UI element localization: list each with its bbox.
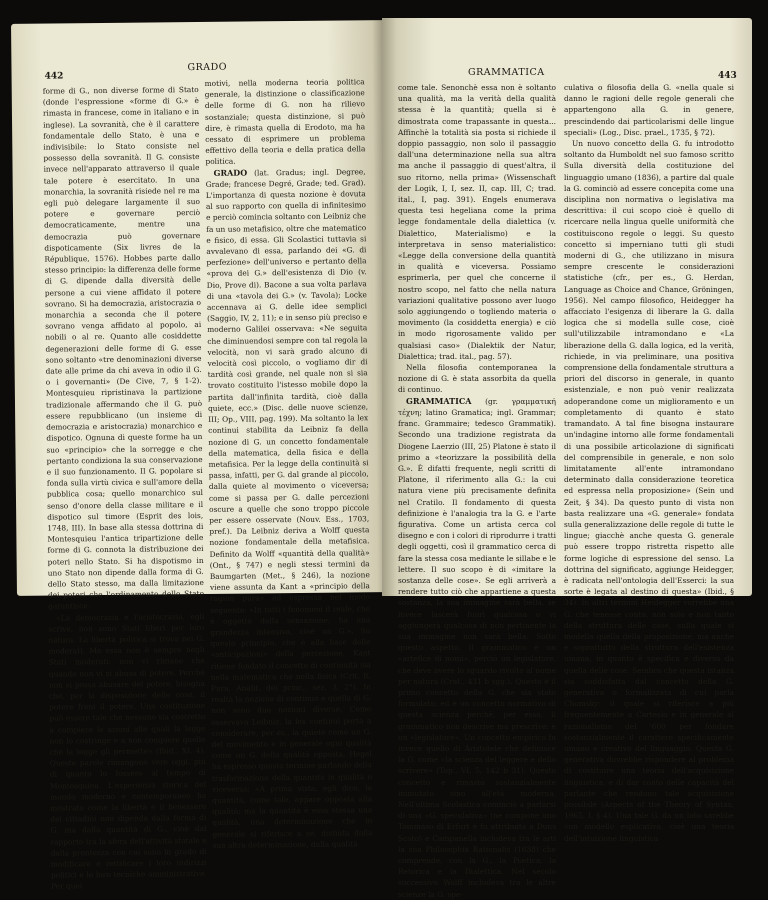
paragraph: [398, 362, 556, 396]
paragraph: [564, 138, 734, 844]
paragraph-text: forme di G., non diverse forme di Stato (donde l'espressione «forme di G.» è rimasta in francese, come in italiano e in inglese). La sovranità, che è il carattere fondamentale dello Stato, è una e indivisibile: lo Stato consiste nel possesso della sovranità. Il G. consiste invece nell'apparato attraverso il quale tale potere è esercitato. In una monarchia, la sovranità risiede nel re ma egli può delegare largamente il suo potere e governare perciò democraticamente, mentre una democrazia può governare dispoticamente (Six livres de la République, 1576). Hobbes parte dallo stesso principio: la differenza delle forme di G. dipende dalla diversità delle persone a cui viene affidato il potere sovrano. Si ha democrazia, aristocrazia o monarchia a seconda che il potere sovrano venga affidato al popolo, ai nobili o al re. Quanto alle cosiddette degenerazioni delle forme di G. esse sono soltanto «tre denominazioni diverse date alle prime da chi aveva in odio il G. o i governanti» (De Cive, 7, § 1-2). Montesquieu ripristinava la partizione tradizionale affermando che il G. può essere repubblicano (un insieme di democrazia e aristocrazia) monarchico e dispotico. Ognuna di queste forme ha un suo «principio» che la sorregge e che pertanto condiziona la sua conservazione e il suo funzionamento. Il G. popolare si fonda sulla virtù civica e sull'amore della pubblica cosa; quello monarchico sul senso d'onore della classe militare e il dispotico sul timore (Esprit des lois, 1748, III). In base alla stessa dottrina di Montesquieu l'antica tripartizione delle forme di G. connota la distribuzione dei poteri nello Stato. Si ha dispotismo in uno Stato non dipende dalla forma di G. dello Stato stesso, ma dalla limitazione dei poteri che l'ordinamento dello Stato garantisce.: [42, 85, 205, 611]
entry-headword: GRAMMATICA: [406, 395, 472, 406]
text-column-1: [43, 84, 207, 892]
paragraph-text: (gr. γραμματική τέχνη; latino Gramatica; ingl. Grammar; franc. Grammaire; tedesco Grammatik). Secondo una tradizione registrata da Diogene Laerzio (III, 25) Platone è stato il primo a «teorizzare la possibilità della G.». È difatti frequente, negli scritti di Platone, il riferimento alla G.: la cui natura viene più precisamente definita nel Cratilo. Il fondamento di questa definizione è l'analogia tra la G. e l'arte figurativa. Come un artista cerca col disegno e con i colori di riprodurre i tratti degli oggetti, così il grammatico cerca di fare la stessa cosa mediante le sillabe e le lettere. Il suo scopo è di «imitare la sostanza delle cose». Se egli arriverà a rendere tutto ciò che appartiene a questa sostanza, la sua immagine sarà bella, se invece lascerà fuori qualcosa o vi aggiungerà qualcosa di non pertinente la sua immagine non sarà bella. Sotto questo aspetto, il grammatico è un «artefice di nomi», perciò un legislatore, che deve avere lo sguardo rivolto al nome per natura (Crat., 431 b sgg.). Questo è il primo concetto della G. che sia stato formulato; ed è un concetto normativo di questa scienza perchè, per esso, il grammatico non descrive ma prescrive: è un «legislatore». Un concetto empirico fu invece quello di Aristotele che definisce la G. come «la scienza del leggere e dello scrivere» (Top., VI, 5, 142 b 31). Questo concetto è rimasto sostanzialmente immutato sino all'età moderna. Nell'ultima Scolastica cominciò a parlarsi di una «G. speculativa» (ne compone uno Tommaso di Erfurt e fu attribuita a Duns Scoto) e Campanella includeva tra le arti la sua Philosophia Rationalis (1638) che comprende, con la G., la Poetica, la Retorica e la Dialettica. Nel secolo successivo Wolff includeva tra le altre scienze la G. spe-: [398, 396, 556, 899]
paragraph: [398, 82, 556, 362]
text-column-2: [205, 76, 373, 851]
paragraph: [48, 611, 207, 893]
paragraph-text: Un nuovo concetto della G. fu introdotto soltanto da Humboldt nel suo famoso scritto Sulla diversità della costituzione del linguaggio umano (1836), a partire dal quale la G. cominciò ad essere concepita come una disciplina non normativa o legislativa ma descrittiva: il cui scopo cioè è quello di ricercare nella lingua quelle uniformità che costituiscono regole o leggi. Su questo concetto si imperniano tutti gli studi moderni di G., che utilizzano in misura sempre crescente le considerazioni statistiche (cfr., per es., G. Herdan, Language as Choice and Chance, Gröningen, 1956). Nel campo filosofico, Heidegger ha affacciato l'esigenza di liberare la G. dalla logica che si modella sulle cose, cioè sull'utilizzabile intramondano e «La liberazione della G. dalla logica, ed la verità, richiede, in via preliminare, una positiva comprensione della fondamentale struttura a priori del discorso in generale, in quanto esistenziale, e non può venir realizzata adoperandone come un miglioramento e un completamento di quanto è stato tramandato. A tal fine bisogna instaurare un'indagine intorno alle forme fondamentali di una possibile articolazione di significati del comprensibile in generale, e non solo limitatamente all'ente intramondano determinato dalla considerazione teoretica ed espressa nella proposizione» (Sein und Zeit, § 34). Da questo punto di vista non basta realizzare una «G. generale» fondata sulla generalizzazione delle regole di tutte le lingue; giacchè anche questa G. generale può essere troppo ristretta rispetto alle forme logiche di espressione del senso. La dottrina del significato, aggiunge Heidegger, è radicata nell'ontologia dell'Esserci: la sua sorte è legata al destino di questa» (Ibid., § 34). In altri termini Heidegger vorrebbe una G. che tenesse conto, non solo e non tanto della struttura delle cose, sulla quale si modella quella della proposizione, ma anche e soprattutto della struttura dell'esistenza umana, in quanto è specifica e diversa da quella delle cose. Sembra che questa istanza sia soddisfatta dal concetto della G. generativa o formalizzata di cui parla Chomsky: il quale si riferisce a più frequentemente a Cartesio e in generale al razionalismo del '600 per fondare sostanzialmente il carattere specificamente umano e creativo del linguaggio. Questa G. generativa dovrebbe rispondere al problema di costituire una teoria dell'acquisizione linguistica, e di dar conto delle capacità del parlante che rendono tale acquisizione possibile (Aspects of the Theory of Syntax, 1965, I, § 4). Una tale G. da un lato sarebbe «un modello esplicativo, cioè una teoria dell'intuizione linguistica: [564, 139, 734, 843]
page-number-left: 442: [44, 71, 64, 82]
paragraph-text: Nella filosofia contemporanea la nozione di G. è stata assorbita da quella di continuo.: [398, 363, 556, 395]
paragraph: [398, 396, 556, 900]
paragraph-text: motivi, nella moderna teoria politica generale, la distinzione o classificazione delle forme di G. non ha rilievo sostanziale; questa distinzione, si può dire, è rimasta quella di Erodoto, ma ha cessato di esprimere un problema effettivo della teoria e della pratica della politica.: [204, 77, 366, 167]
running-head-right: GRAMMATICA: [468, 67, 545, 78]
paragraph: [206, 166, 373, 851]
paragraph-text: culativa o filosofia della G. «nella quale si danno le ragioni delle regole generali che appartengono alla G. in genere, prescindendo dai particolarismi delle lingue speciali» (Log., Disc. prael., 1735, § 72).: [564, 83, 734, 137]
paragraph: [205, 76, 366, 167]
text-column-3: [398, 82, 556, 900]
entry-headword: GRADO: [213, 167, 248, 178]
left-page: [11, 20, 389, 892]
page-number-right: 443: [718, 71, 737, 81]
paragraph-text: «La democrazia e l'aristocrazia, egli scrive, non sono Stati liberi per loro natura. La libertà politica si trova nei G. moderati. Ma essa non è sempre negli Stati moderati: non vi rimane che quando non vi si abusa di potere. Perché non si possa abusare del potere, bisogna che, per la disposizione delle cose, il potere freni il potere. Una costituzione può essere tale che nessuno sia costretto a compiere le azioni alle quali la legge non lo costringe e a non compiere quelle che la legge gli permette» (Ibid., XI, 4). Queste parole rimangono vere oggi, più di quanto lo fossero al tempo di Montesquieu. L'esperienza storica del mondo moderno e contemporaneo ha mostrato come la libertà e il benessere dei cittadini non dipenda dalla forma di G. ma dalla quantità di G., cioè dal rapporto tra la sfera dell'attività statale e dalla prontezza con cui sono in grado di modificare e rettificare i loro indirizzi politici e le loro tecniche amministrative. Per quei: [48, 611, 207, 892]
running-head-left: GRADO: [187, 61, 228, 74]
right-page: [382, 18, 752, 899]
paragraph: [43, 84, 205, 612]
paragraph-text: (lat. Gradus; ingl. Degree, Grade; francese Degré, Grade; ted. Grad). L'importanza di questa nozione è dovuta al suo rapporto con quella di infinitesimo e perciò comincia soltanto con Leibniz che fa un uso metafisico, oltre che matematico e fisico, di essa. Gli Scolastici tuttavia si avvalevano di essa, parlando dei «G. di perfezione» dell'universo e pertanto della «prova dei G.» dell'esistenza di Dio (v. Dio, Prove di). Bacone a sua volta parlava di una «tavola dei G.» (v. Tavola); Locke accennava ai G. delle idee semplici (Saggio, IV, 2, 11); e in senso più preciso e moderno Galilei osservava: «Ne seguita che diminuendosi sempre con tal regola la velocità, non vi sarà grado alcuno di velocità così piccolo, o vogliamo dir di tardità così grande, nel quale non si sia trovato costituito l'istesso mobile dopo la partita dall'infinita tardità, cioè dalla quiete, ecc.» (Disc. delle nuove scienze, III; Op., VIII, pag. 199). Ma soltanto la lex continui stabilita da Leibniz fa della nozione di G. un concetto fondamentale della matematica, della fisica e della metafisica. Per la legge della continuità si passa, infatti, per G. dal grande al piccolo, dalla quiete al movimento o viceversa; come si passa per G. dalle percezioni oscure a quelle che sono troppo piccole per essere osservate (Nouv. Ess., 1703, pref.). Da Leibniz deriva a Wolff questa nozione fondamentale della metafisica. Definito da Wolff «quantità della qualità» (Ont., § 747) e negli stessi termini da Baumgarten (Met., § 246), la nozione viene assunta da Kant a «principio della ragion pura» ed espressa nel modo seguente: «In tutti i fenomeni il reale, che è oggetto della sensazione, ha una grandezza intensiva, cioè un G.». Su questo principio, che è alla base delle «anticipazioni» della percezione, Kant ritiene fondato il concetto di continuità sia nella matematica che nella fisica (Crit. R. Pura, Analit. dei princ., sez. 3, 2°). In realtà la nozione di continuo e quella di G. non sono due nozioni diverse. Come osservava Leibniz, la lex continui porta a considerare, per es., la quiete come un G. del movimento e in generale ogni qualità come un G. della qualità opposta. Hegel ha espresso questo termine parlando della trasformazione della quantità in qualità o viceversa: «A prima vista, egli dice, la quantità, come tale, appare opposta alla qualità; ma la quantità è essa stessa una qualità, una determinazione che in generale si riferisce a sé, distinta dalla sua altra determinazione, dalla qualità: [205, 166, 373, 850]
paragraph: [564, 82, 734, 138]
paragraph-text: come tale. Senonchè essa non è soltanto una qualità, ma la verità della qualità stessa è la quantità; quella si è dimostrata come trapassante in questa... Affinchè la totalità sia posta si richiede il doppio passaggio, non solo il passaggio dall'una determinazione nella sua altra ma anche il passaggio di quest'altra, il suo ritorno, nella prima» (Wissenschaft der Logik, I, I, sez. II, cap. III, C; trad. ital., I, pag. 391). Engels enumerava questa tesi hegeliana come la prima legge fondamentale della dialettica (v. Dialettico, Materialismo) e la interpretava in senso materialistico: «Legge della conversione della quantità in qualità e viceversa. Possiamo esprimerla, per quel che concerne il nostro scopo, nel fatto che nella natura variazioni qualitative possono aver luogo solo aggiungendo o togliendo materia o movimento (la cosiddetta energia) e ciò in modo rigorosamente valido per qualsiasi caso» (Dialektik der Natur, Dialettica; trad. ital., pag. 57).: [398, 83, 556, 361]
text-column-4: [564, 82, 734, 844]
